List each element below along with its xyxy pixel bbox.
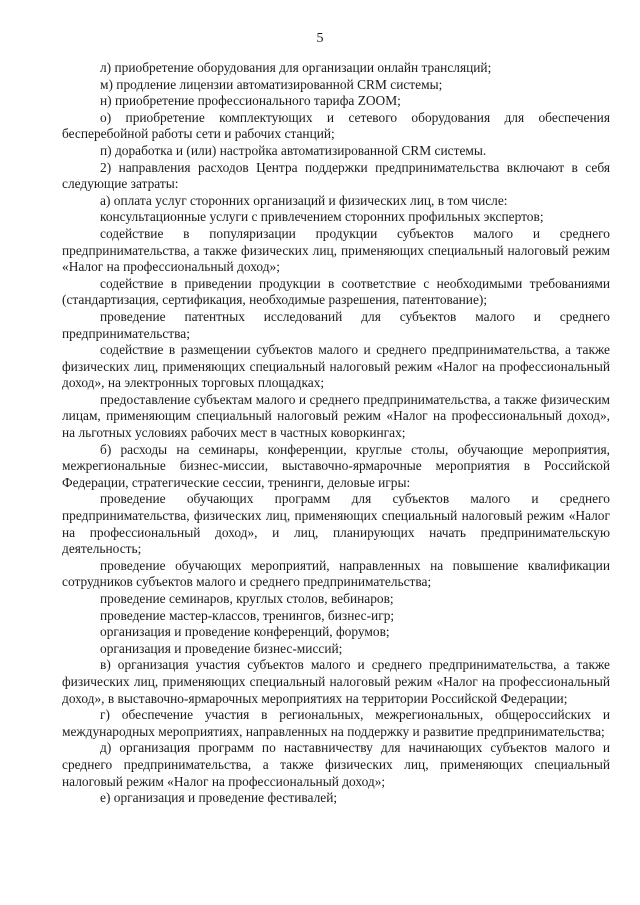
document-body [62, 60, 610, 807]
paragraph: о) приобретение комплектующих и сетевого оборудования для обеспечения бесперебойной работы сети и рабочих станций; [62, 109, 610, 142]
paragraph: 2) направления расходов Центра поддержки предпринимательства включают в себя следующие затраты: [62, 159, 610, 192]
paragraph: в) организация участия субъектов малого и среднего предпринимательства, а также физических лиц, применяющих специальный налоговый режим «Налог на профессиональный доход», в выставочно-ярмарочных мероприятиях на территории Российской Федерации; [62, 657, 610, 706]
paragraph: проведение обучающих мероприятий, направленных на повышение квалификации сотрудников субъектов малого и среднего предпринимательства; [62, 557, 610, 590]
paragraph: л) приобретение оборудования для организации онлайн трансляций; [100, 60, 492, 75]
paragraph: проведение обучающих программ для субъектов малого и среднего предпринимательства, физических лиц, применяющих специальный налоговый режим «Налог на профессиональный доход», и лиц, планирующих начать предпринимательскую деятельность; [62, 491, 610, 557]
paragraph: проведение семинаров, круглых столов, вебинаров; [100, 591, 394, 606]
paragraph: проведение мастер-классов, тренингов, бизнес-игр; [100, 607, 395, 623]
paragraph: а) оплата услуг сторонних организаций и физических лиц, в том числе: [100, 192, 508, 208]
paragraph: содействие в размещении субъектов малого и среднего предпринимательства, а также физических лиц, применяющих специальный налоговый режим «Налог на профессиональный доход», на электронных торговых площадках; [62, 342, 610, 391]
paragraph: н) приобретение профессионального тарифа ZOOM; [100, 93, 401, 109]
paragraph: г) обеспечение участия в региональных, межрегиональных, общероссийских и международных мероприятиях, направленных на поддержку и развитие предпринимательства; [62, 707, 610, 739]
paragraph: п) доработка и (или) настройка автоматизированной CRM системы. [100, 142, 487, 158]
paragraph: м) продление лицензии автоматизированной CRM системы; [100, 76, 443, 92]
page-number: 5 [316, 31, 324, 46]
paragraph: организация и проведение бизнес-миссий; [100, 640, 343, 656]
paragraph: организация и проведение конференций, форумов; [100, 624, 390, 640]
paragraph: проведение патентных исследований для субъектов малого и среднего предпринимательства; [62, 308, 610, 341]
paragraph: б) расходы на семинары, конференции, круглые столы, обучающие мероприятия, межрегиональные бизнес-миссии, выставочно-ярмарочные мероприятия в Российской Федерации, стратегические сессии, тренинги, деловые игры: [62, 441, 610, 490]
paragraph: е) организация и проведение фестивалей; [100, 790, 338, 806]
paragraph: консультационные услуги с привлечением сторонних профильных экспертов; [100, 209, 544, 225]
paragraph: д) организация программ по наставничеству для начинающих субъектов малого и среднего предпринимательства, а также физических лиц, применяющих специальный налоговый режим «Налог на профессиональный доход»; [62, 740, 610, 789]
paragraph: содействие в приведении продукции в соответствие с необходимыми требованиями (стандартизация, сертификация, необходимые разрешения, патентование); [62, 275, 610, 308]
paragraph: содействие в популяризации продукции субъектов малого и среднего предпринимательства, а также физических лиц, применяющих специальный налоговый режим «Налог на профессиональный доход»; [62, 225, 610, 275]
paragraph: предоставление субъектам малого и среднего предпринимательства, а также физическим лицам, применяющим специальный налоговый режим «Налог на профессиональный доход», на льготных условиях рабочих мест в частных коворкингах; [62, 391, 610, 441]
